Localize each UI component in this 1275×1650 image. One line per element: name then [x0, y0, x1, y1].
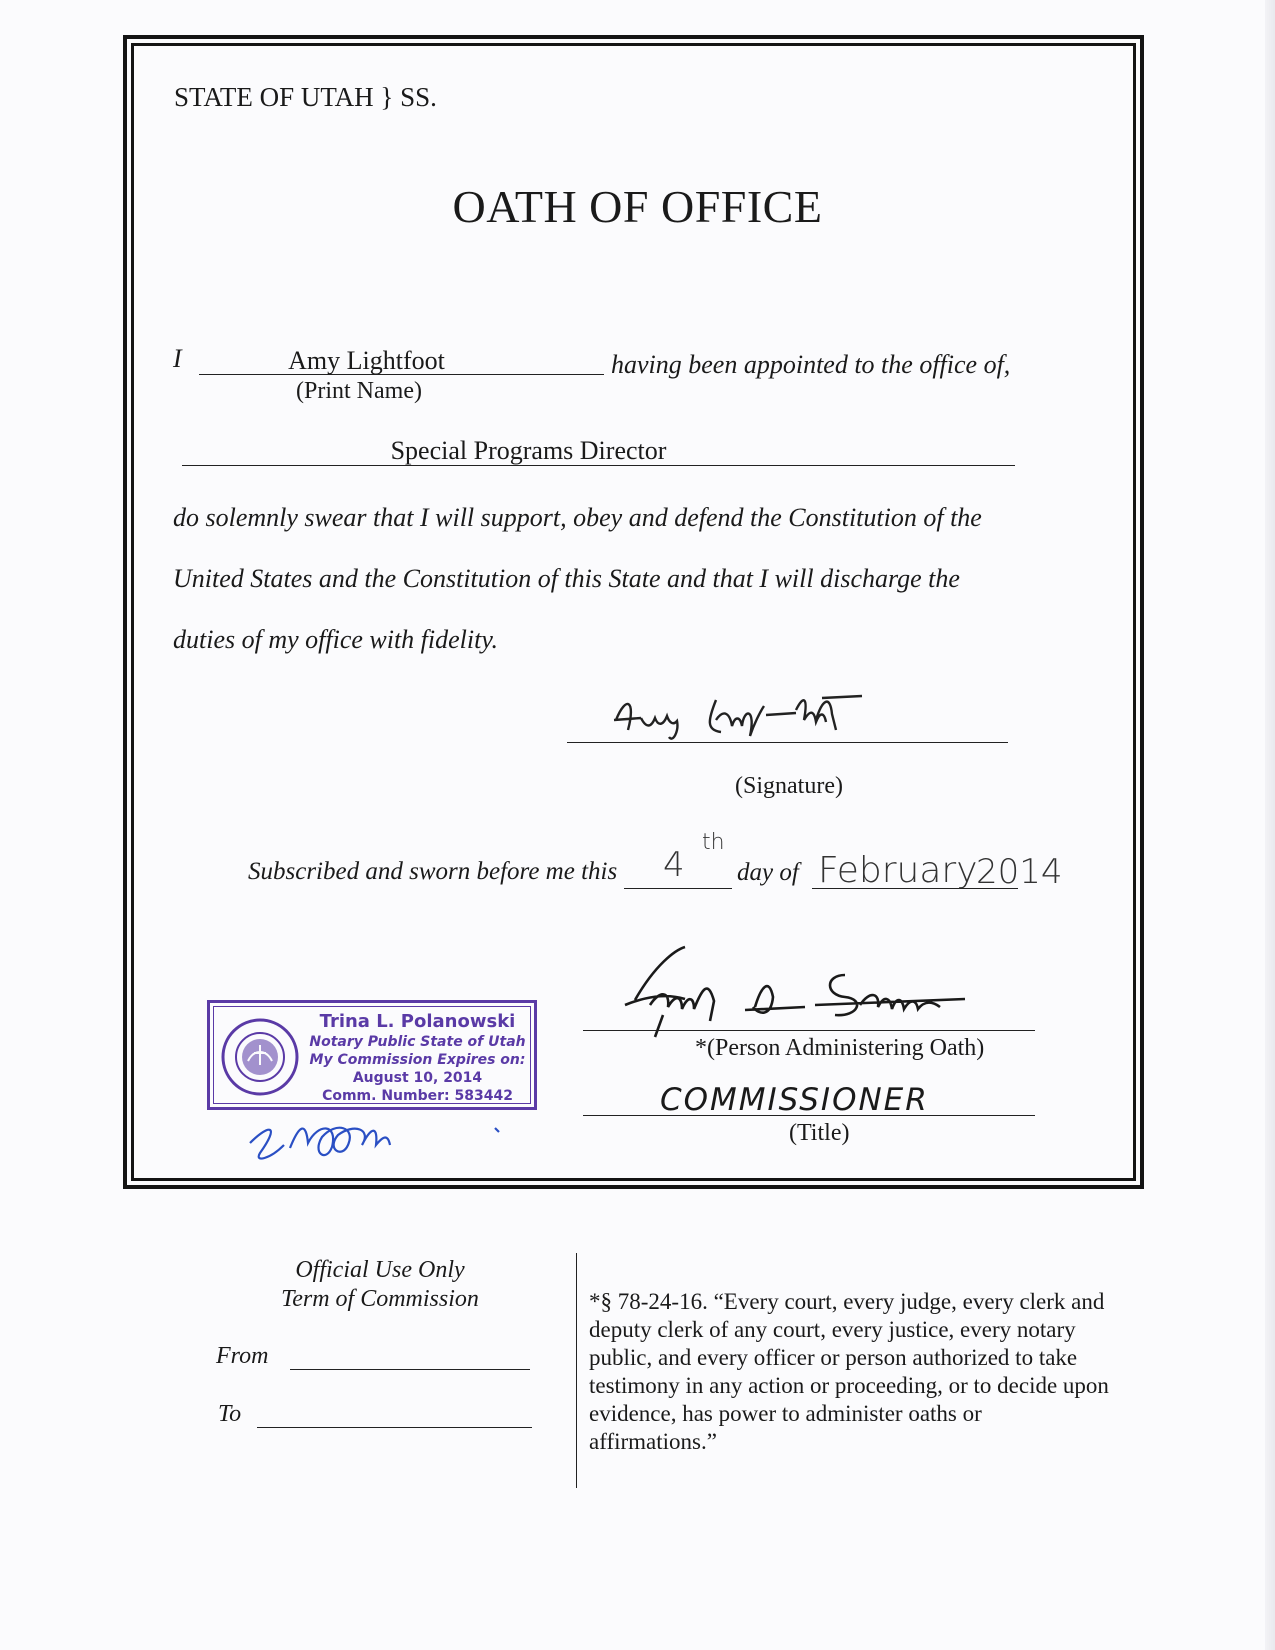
day-of-text: day of: [737, 859, 799, 886]
scan-edge: [1265, 0, 1275, 1650]
day-line: [624, 888, 732, 889]
official-use-heading: Official Use Only: [295, 1257, 465, 1283]
title-line: [583, 1115, 1035, 1116]
document-title: OATH OF OFFICE: [452, 181, 823, 232]
oath-body-line-2: United States and the Constitution of this State and that I will discharge the: [173, 564, 960, 593]
sworn-day-suffix: th: [702, 830, 725, 855]
appointed-text: having been appointed to the office of,: [611, 350, 1011, 379]
signature-label: (Signature): [735, 773, 843, 799]
notary-name: Trina L. Polanowski: [319, 1011, 516, 1032]
oath-body-line-1: do solemnly swear that I will support, obey and defend the Constitution of the: [173, 503, 982, 532]
from-label: From: [216, 1343, 269, 1369]
to-field[interactable]: [257, 1427, 532, 1428]
sworn-prefix: Subscribed and sworn before me this: [248, 858, 618, 885]
administrator-label: *(Person Administering Oath): [695, 1035, 985, 1061]
title-label: (Title): [789, 1120, 850, 1146]
administrator-title-value[interactable]: COMMISSIONER: [660, 1082, 929, 1118]
notary-stamp-text: [305, 1011, 530, 1105]
section-divider: [576, 1253, 577, 1488]
office-value[interactable]: Special Programs Director: [390, 436, 667, 465]
administrator-signature-image: [615, 945, 1015, 1035]
sworn-day-value[interactable]: 4: [663, 845, 685, 885]
term-of-commission-heading: Term of Commission: [281, 1286, 479, 1312]
statute-note: *§ 78-24-16. “Every court, every judge, every clerk and deputy clerk of any court, every justice, every notary public, and every officer or person authorized to take testimony in any action or proceeding, or to decide upon evidence, has power to administer oaths or affirmations.”: [589, 1289, 1109, 1454]
administrator-signature-line: [583, 1030, 1035, 1031]
notary-stamp: [207, 1000, 537, 1110]
notary-line-2: My Commission Expires on:: [309, 1052, 526, 1068]
oath-body-line-3: duties of my office with fidelity.: [173, 625, 498, 654]
print-name-label: (Print Name): [296, 378, 422, 404]
notary-line-1: Notary Public State of Utah: [309, 1034, 526, 1050]
state-venue-line: STATE OF UTAH } SS.: [174, 82, 437, 112]
notary-line-4: Comm. Number: 583442: [322, 1088, 513, 1104]
from-field[interactable]: [290, 1369, 530, 1370]
to-label: To: [218, 1401, 242, 1427]
sworn-month-value[interactable]: February: [818, 850, 978, 891]
signature-line: [567, 742, 1008, 743]
notary-signature-image: [245, 1118, 535, 1168]
sworn-year-value[interactable]: 2014: [976, 852, 1063, 892]
oath-prefix: I: [173, 344, 182, 373]
oath-taker-signature-image: [596, 690, 936, 750]
notary-line-3: August 10, 2014: [352, 1070, 483, 1086]
notary-seal-icon: [220, 1017, 300, 1097]
print-name-value[interactable]: Amy Lightfoot: [288, 346, 445, 375]
